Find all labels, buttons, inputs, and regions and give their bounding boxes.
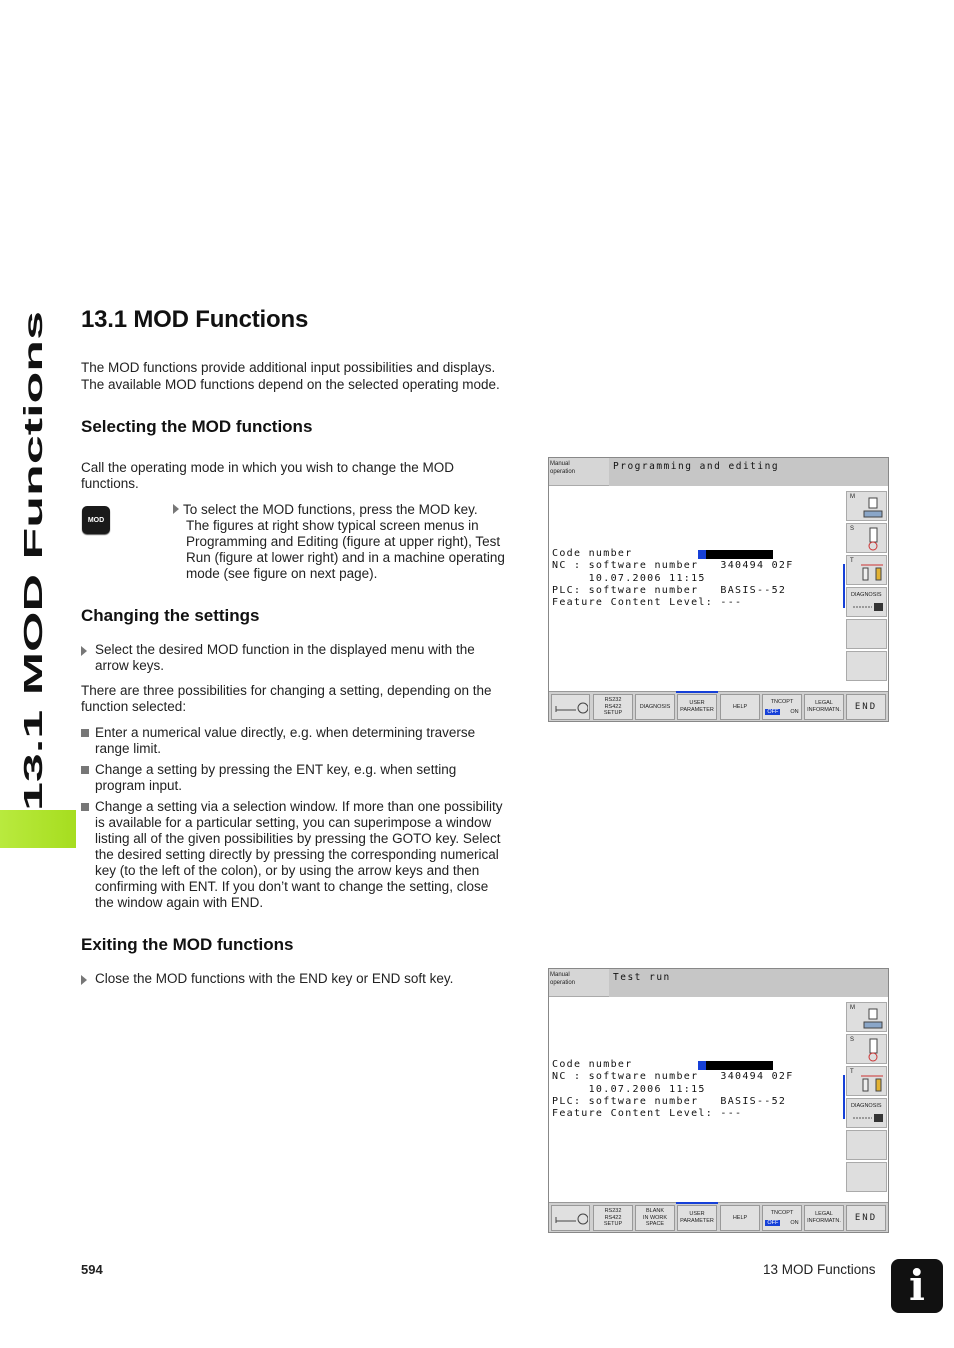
- machine-mode-line-1: Manual: [550, 461, 570, 467]
- bullet-1-line-1: Enter a numerical value directly, e.g. when determining traverse: [95, 725, 476, 740]
- screen-programming: [548, 457, 889, 722]
- softkey-user-parameter[interactable]: USER PARAMETER: [677, 1205, 717, 1231]
- softkey-rs232[interactable]: RS232 RS422 SETUP: [593, 694, 633, 720]
- bullet-item: [81, 762, 523, 794]
- sec1-step-line-5: mode (see figure on next page).: [186, 566, 378, 581]
- softkey-help[interactable]: HELP: [720, 694, 760, 720]
- side-softkey-label: M: [850, 494, 855, 500]
- softkey-tncopt[interactable]: [762, 694, 802, 720]
- bullet-square-icon: [81, 766, 89, 774]
- softkey-user-parameter[interactable]: USER PARAMETER: [677, 694, 717, 720]
- chapter-name: 13 MOD Functions: [763, 1262, 876, 1277]
- softkey-end[interactable]: END: [846, 694, 886, 720]
- sec2-step-line-2: arrow keys.: [95, 658, 165, 673]
- mod-key-icon: [82, 506, 110, 534]
- sec1-step-line-2: The figures at right show typical screen menus in: [186, 518, 479, 533]
- side-softkey-empty[interactable]: [846, 619, 887, 649]
- page-zero-icon[interactable]: [551, 694, 590, 720]
- machine-mode-line-1: Manual: [550, 972, 570, 978]
- tool-change-icon: [857, 559, 887, 583]
- tncopt-on-state: ON: [790, 708, 799, 715]
- section-title-exiting: Exiting the MOD functions: [81, 935, 294, 954]
- tncopt-on-state: ON: [790, 1219, 799, 1226]
- spindle-icon: [863, 1008, 883, 1030]
- bullet-item: [81, 799, 523, 911]
- machine-mode-line-2: operation: [550, 469, 576, 475]
- screen-line: NC : software number 340494 02F: [552, 1071, 794, 1083]
- side-softkey-s[interactable]: [846, 1034, 887, 1064]
- side-softkey-label: T: [850, 558, 854, 564]
- bullet-3-line-3: listing all of the given possibilities by pressing the GOTO key. Select: [95, 831, 501, 846]
- screen-line: 10.07.2006 11:15: [552, 1083, 706, 1095]
- step-arrow-icon: [81, 646, 87, 656]
- page-title: 13.1 MOD Functions: [81, 306, 309, 333]
- chapter-tab: [0, 810, 76, 848]
- screen-header: [549, 458, 888, 486]
- pager-icon: [554, 1209, 588, 1227]
- page-number: 594: [81, 1262, 103, 1277]
- side-softkey-label: S: [850, 526, 855, 532]
- side-softkey-t[interactable]: [846, 1066, 887, 1096]
- programming-mode: Test run: [609, 969, 888, 997]
- screen-line: Code number: [552, 1059, 633, 1070]
- screen-line: Feature Content Level: ---: [552, 1108, 743, 1120]
- sec2-step-line-1: Select the desired MOD function in the displayed menu with the: [95, 642, 475, 657]
- bullet-3-line-2: is available for a particular setting, you can superimpose a window: [95, 815, 492, 830]
- diagnosis-icon: [852, 1112, 884, 1124]
- softkey-bar: [549, 691, 888, 721]
- bullet-3-line-4: the desired setting directly by pressing the corresponding numerical: [95, 847, 499, 862]
- tncopt-off-state: OFF: [767, 708, 779, 715]
- machine-mode-line-2: operation: [550, 980, 576, 986]
- bullet-square-icon: [81, 803, 89, 811]
- side-softkey-empty[interactable]: [846, 1162, 887, 1192]
- sec1-step: [173, 502, 528, 582]
- programming-mode: Programming and editing: [609, 458, 888, 486]
- screen-body: [552, 548, 794, 609]
- screen-line: PLC: software number BASIS--52: [552, 584, 787, 596]
- screen-body: [552, 1059, 794, 1120]
- side-softkey-diagnosis[interactable]: [846, 1098, 887, 1128]
- screen-line: 10.07.2006 11:15: [552, 572, 706, 584]
- softkey-legal[interactable]: LEGAL INFORMATN.: [804, 694, 844, 720]
- softkey-bar: [549, 1202, 888, 1232]
- bullet-3-line-7: the window again with END.: [95, 895, 264, 910]
- softkey-blank-in-workspace[interactable]: BLANK IN WORK SPACE: [635, 1205, 675, 1231]
- machine-mode: [550, 460, 606, 476]
- sec1-step-line-4: Run (figure at lower right) and in a machine operating: [186, 550, 505, 565]
- step-arrow-icon: [81, 975, 87, 985]
- bullet-item: [81, 725, 523, 757]
- side-softkey-label: DIAGNOSIS: [851, 592, 882, 598]
- sec1-para-1: Call the operating mode in which you wish to change the MOD: [81, 460, 454, 475]
- side-title-text: 13.1 MOD Functions: [18, 561, 48, 811]
- screen-test-run: [548, 968, 889, 1233]
- page-zero-icon[interactable]: [551, 1205, 590, 1231]
- tncopt-off-state: OFF: [767, 1219, 779, 1226]
- side-softkey-empty[interactable]: [846, 651, 887, 681]
- side-softkey-label: S: [850, 1037, 855, 1043]
- screen-line: Code number: [552, 548, 633, 559]
- side-softkey-label: DIAGNOSIS: [851, 1103, 882, 1109]
- sec2-para-2: function selected:: [81, 699, 187, 714]
- sec2-step: [81, 642, 523, 674]
- sec1-step-line-1: To select the MOD functions, press the MOD key.: [183, 502, 478, 517]
- softkey-tncopt-label: TNCOPT: [770, 698, 794, 705]
- pager-icon: [554, 698, 588, 716]
- scroll-indicator: [843, 1075, 845, 1119]
- side-softkey-diagnosis[interactable]: [846, 587, 887, 617]
- side-title: [8, 309, 54, 811]
- bullet-3-line-1: Change a setting via a selection window. If more than one possibility: [95, 799, 503, 814]
- bullet-2-line-2: program input.: [95, 778, 183, 793]
- mod-key-label: MOD: [87, 516, 105, 524]
- sec1-step-line-3: Programming and Editing (figure at upper right), Test: [186, 534, 501, 549]
- intro-line-1: The MOD functions provide additional input possibilities and displays.: [81, 360, 496, 375]
- side-softkey-m[interactable]: [846, 1002, 887, 1032]
- side-softkey-s[interactable]: [846, 523, 887, 553]
- side-softkey-label: T: [850, 1069, 854, 1075]
- sec3-step-text: Close the MOD functions with the END key or END soft key.: [95, 971, 454, 986]
- side-softkey-label: M: [850, 1005, 855, 1011]
- bullet-square-icon: [81, 729, 89, 737]
- tool-change-icon: [857, 1070, 887, 1094]
- softkey-tncopt-label: TNCOPT: [770, 1209, 794, 1216]
- info-icon: i: [891, 1259, 943, 1313]
- bullet-2-line-1: Change a setting by pressing the ENT key, e.g. when setting: [95, 762, 457, 777]
- screen-line: PLC: software number BASIS--52: [552, 1095, 787, 1107]
- screen-line: Feature Content Level: ---: [552, 597, 743, 609]
- softkey-rs232[interactable]: RS232 RS422 SETUP: [593, 1205, 633, 1231]
- bullet-3-line-5: key (to the left of the colon), or by using the arrow keys and then: [95, 863, 480, 878]
- softkey-diagnosis[interactable]: DIAGNOSIS: [635, 694, 675, 720]
- section-title-selecting: Selecting the MOD functions: [81, 417, 313, 436]
- sec3-step: [81, 971, 523, 987]
- spindle-icon: [863, 497, 883, 519]
- bullet-3-line-6: confirming with ENT. If you don’t want to change the setting, close: [95, 879, 489, 894]
- screen-line: NC : software number 340494 02F: [552, 560, 794, 572]
- section-title-changing: Changing the settings: [81, 606, 260, 625]
- scroll-indicator: [843, 564, 845, 608]
- sec2-para-1: There are three possibilities for changing a setting, depending on the: [81, 683, 492, 698]
- side-softkey-empty[interactable]: [846, 1130, 887, 1160]
- screen-header: [549, 969, 888, 997]
- sec1-para-2: functions.: [81, 476, 139, 491]
- softkey-tncopt[interactable]: [762, 1205, 802, 1231]
- intro-line-2: The available MOD functions depend on the selected operating mode.: [81, 377, 500, 392]
- tool-speed-icon: [863, 527, 883, 551]
- softkey-legal[interactable]: LEGAL INFORMATN.: [804, 1205, 844, 1231]
- bullet-1-line-2: range limit.: [95, 741, 162, 756]
- step-arrow-icon: [173, 504, 179, 514]
- side-softkey-m[interactable]: [846, 491, 887, 521]
- tool-speed-icon: [863, 1038, 883, 1062]
- softkey-help[interactable]: HELP: [720, 1205, 760, 1231]
- machine-mode: [550, 971, 606, 987]
- side-softkey-t[interactable]: [846, 555, 887, 585]
- softkey-end[interactable]: END: [846, 1205, 886, 1231]
- diagnosis-icon: [852, 601, 884, 613]
